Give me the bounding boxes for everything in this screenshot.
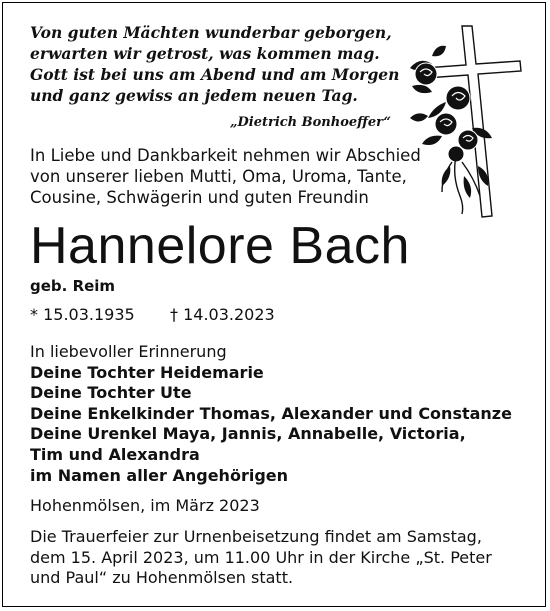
poem-quote (30, 22, 399, 106)
mourner-line: Tim und Alexandra (30, 444, 200, 464)
cross-with-roses-icon (402, 16, 532, 221)
poem-line: Von guten Mächten wunderbar geborgen, (30, 23, 392, 42)
funeral-line: dem 15. April 2023, um 11.00 Uhr in der Kirche „St. Peter (30, 547, 492, 567)
mourner-line: Deine Tochter Heidemarie (30, 362, 264, 382)
funeral-info (30, 527, 492, 589)
deceased-name: Hannelore Bach (30, 217, 410, 275)
funeral-line: und Paul“ zu Hohenmölsen statt. (30, 568, 294, 587)
intro-line: von unserer lieben Mutti, Oma, Uroma, Tante, (30, 167, 407, 186)
mourners-intro: In liebevoller Erinnerung (30, 342, 227, 361)
mourner-line: Deine Tochter Ute (30, 383, 192, 403)
farewell-intro (30, 145, 421, 208)
mourner-line: Deine Urenkel Maya, Jannis, Annabelle, Victoria, (30, 424, 466, 444)
life-dates (30, 305, 275, 324)
poem-line: Gott ist bei uns am Abend und am Morgen (30, 65, 400, 84)
maiden-name: geb. Reim (30, 277, 116, 295)
intro-line: In Liebe und Dankbarkeit nehmen wir Abschied (30, 146, 421, 165)
poem-line: und ganz gewiss an jedem neuen Tag. (30, 86, 358, 105)
poem-author: „Dietrich Bonhoeffer“ (230, 115, 391, 130)
funeral-line: Die Trauerfeier zur Urnenbeisetzung findet am Samstag, (30, 527, 482, 546)
death-date: † 14.03.2023 (170, 305, 275, 324)
mourner-line: im Namen aller Angehörigen (30, 465, 289, 485)
birth-date: * 15.03.1935 (30, 305, 135, 324)
mourner-line: Deine Enkelkinder Thomas, Alexander und Constanze (30, 403, 512, 423)
place-date: Hohenmölsen, im März 2023 (30, 496, 260, 515)
intro-line: Cousine, Schwägerin und guten Freundin (30, 188, 369, 207)
mourners-list (30, 342, 512, 486)
poem-line: erwarten wir getrost, was kommen mag. (30, 44, 380, 63)
